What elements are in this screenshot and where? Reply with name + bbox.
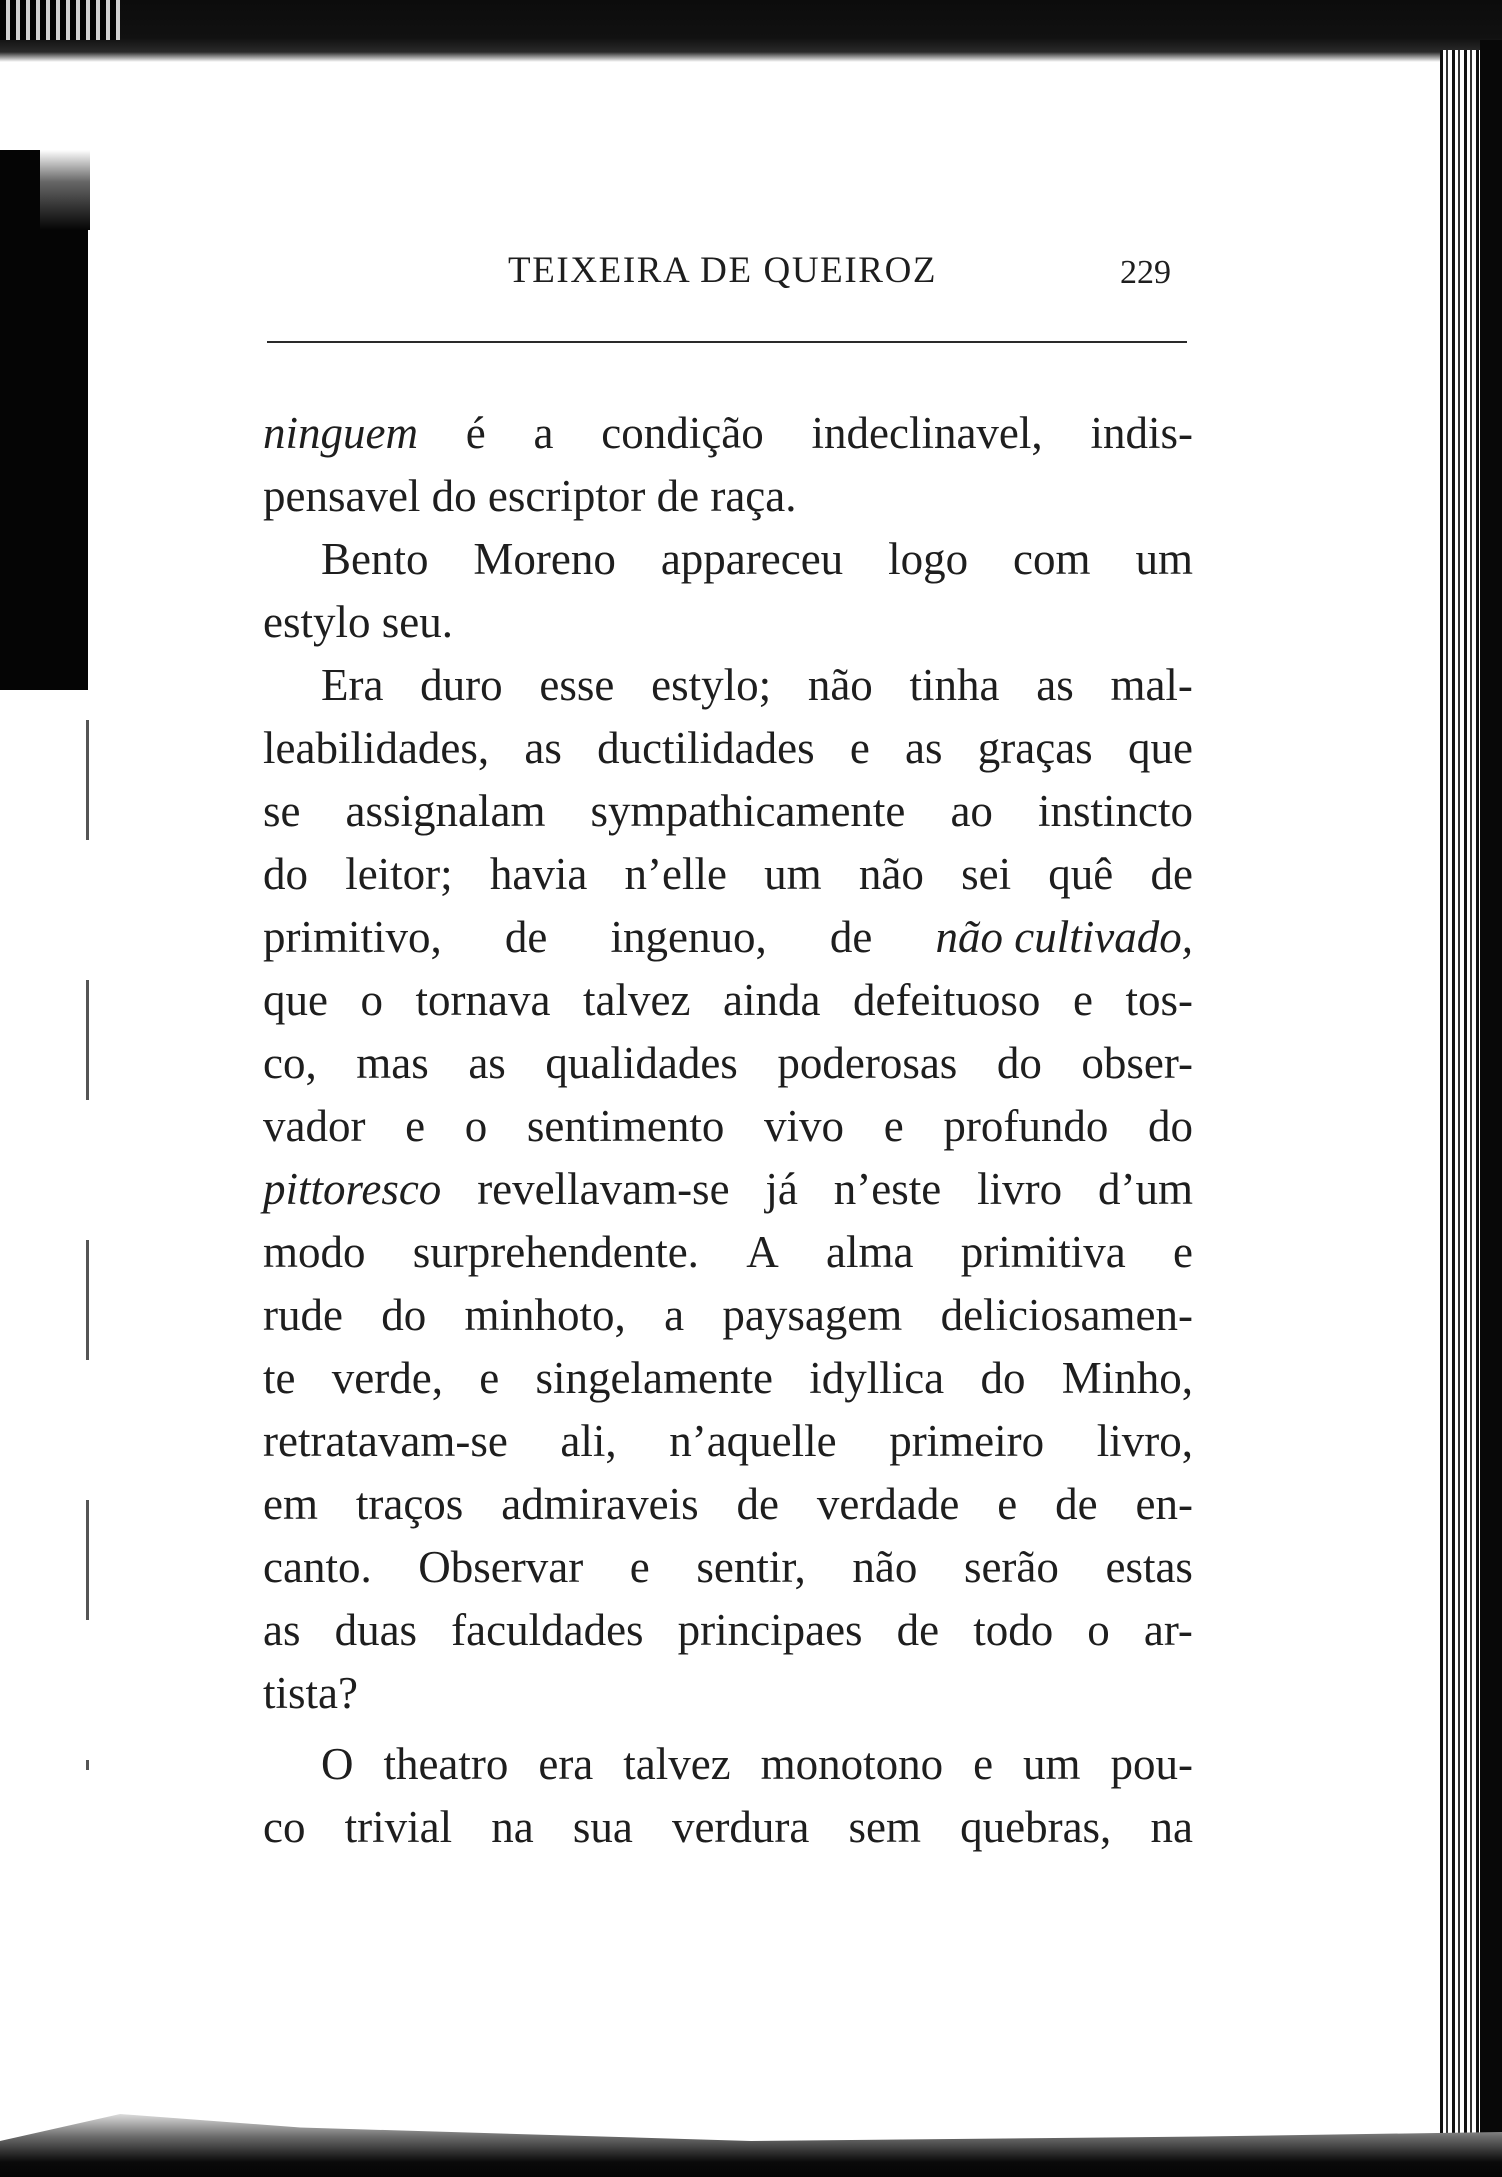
text-line [263,1410,1193,1473]
word: verdura [671,1802,810,1852]
word: d’um [1097,1164,1193,1214]
word: profundo [943,1101,1109,1151]
word: sua [572,1802,633,1852]
italic-word: não cultivado, [935,912,1193,962]
word: se [263,786,301,836]
word: talvez [583,975,691,1025]
word: a [533,408,554,458]
text-line [263,1599,1193,1662]
word: leabilidades, [263,723,490,773]
word: indis- [1090,408,1193,458]
text-line [263,717,1193,780]
word: admiraveis [501,1479,699,1529]
word: sem [848,1802,921,1852]
word: canto. [263,1542,372,1592]
word: Era [321,660,384,710]
word: Minho, [1061,1353,1193,1403]
word: estylo; [651,660,772,710]
text-line [263,402,1193,465]
word: as [905,723,943,773]
word: co [263,1802,306,1852]
word: revellavam-se [477,1164,730,1214]
word: vador [263,1101,366,1151]
word: livro [977,1164,1063,1214]
word: qualidades [545,1038,738,1088]
header-rule [267,341,1187,343]
word: ali, [560,1416,617,1466]
body-text [263,402,1193,1859]
text-line [263,1095,1193,1158]
word: A [746,1227,779,1277]
word: indeclinavel, [811,408,1043,458]
word: appareceu [660,534,844,584]
word: paysagem [722,1290,903,1340]
word: mal- [1110,660,1193,710]
word: idyllica [809,1353,945,1403]
word: primeiro [889,1416,1045,1466]
word: mas [356,1038,429,1088]
word: assignalam [345,786,546,836]
word: e [1072,975,1093,1025]
word: e [405,1101,426,1151]
paragraph-gap [263,1725,1193,1733]
word: quê [1048,849,1114,899]
word: não [858,849,924,899]
page-number: 229 [1120,254,1171,291]
text-line [263,1221,1193,1284]
scan-left-margin-marks [86,720,89,1770]
word: o [1087,1605,1110,1655]
word: que [263,975,328,1025]
word: co, [263,1038,317,1088]
word: sympathicamente [590,786,906,836]
word: em [263,1479,318,1529]
word: do [263,849,308,899]
text-line [263,1473,1193,1536]
word: n’aquelle [669,1416,837,1466]
word: havia [489,849,588,899]
word: alma [826,1227,914,1277]
word: leitor; [345,849,453,899]
word: e [629,1542,650,1592]
scan-top-edge [0,0,1502,62]
word: livro, [1096,1416,1193,1466]
word: primitiva [960,1227,1126,1277]
word: serão [963,1542,1059,1592]
word: Observar [418,1542,584,1592]
word: sentimento [526,1101,725,1151]
word: do [381,1290,427,1340]
word: singelamente [535,1353,773,1403]
word: duro [420,660,503,710]
word: talvez [623,1739,731,1789]
word: retratavam-se [263,1416,508,1466]
word: um [1023,1739,1081,1789]
running-head [263,248,1193,298]
word: de [1150,849,1193,899]
word: defeituoso [852,975,1041,1025]
word: primitivo, [263,912,442,962]
italic-word: ninguem [263,408,418,458]
word: a [664,1290,685,1340]
word: e [849,723,870,773]
word: ingenuo, [610,912,767,962]
word: e [883,1101,904,1151]
word: quebras, [960,1802,1112,1852]
word: e [479,1353,500,1403]
text-line [263,1032,1193,1095]
word: verdade [816,1479,960,1529]
word: era [538,1739,594,1789]
word: esse [539,660,615,710]
word: pensavel do escriptor de raça. [263,471,797,521]
word: logo [888,534,969,584]
text-line [263,465,1193,528]
word: minhoto, [464,1290,626,1340]
word: na [1150,1802,1193,1852]
word: O [321,1739,354,1789]
italic-word: pittoresco [263,1164,442,1214]
word: duas [334,1605,418,1655]
word: e [1173,1227,1193,1277]
word: vivo [764,1101,845,1151]
word: rude [263,1290,343,1340]
text-line [263,1536,1193,1599]
word: de [736,1479,780,1529]
text-line [263,1796,1193,1859]
text-line [263,969,1193,1032]
word: estylo seu. [263,597,453,647]
word: Moreno [473,534,616,584]
word: as [468,1038,506,1088]
word: já [765,1164,798,1214]
word: pou- [1110,1739,1193,1789]
text-line [263,591,1193,654]
text-line [263,528,1193,591]
running-head-title: TEIXEIRA DE QUEIROZ [508,250,938,291]
word: sei [961,849,1012,899]
word: as [524,723,562,773]
text-line [263,1733,1193,1796]
word: modo [263,1227,366,1277]
word: en- [1135,1479,1193,1529]
word: todo [973,1605,1054,1655]
word: tos- [1125,975,1193,1025]
word: não [852,1542,918,1592]
word: as [1036,660,1074,710]
word: do [996,1038,1042,1088]
scan-left-shadow-fade [40,150,90,230]
word: e [973,1739,994,1789]
word: instincto [1037,786,1193,836]
word: de [504,912,548,962]
word: trivial [344,1802,453,1852]
word: de [829,912,873,962]
word: Bento [321,534,429,584]
word: poderosas [777,1038,958,1088]
word: sentir, [696,1542,806,1592]
word: na [491,1802,534,1852]
word: tornava [415,975,551,1025]
word: monotono [760,1739,944,1789]
text-line [263,1347,1193,1410]
word: as [263,1605,301,1655]
word: theatro [383,1739,509,1789]
word: n’elle [624,849,727,899]
word: traços [355,1479,464,1529]
text-line [263,1284,1193,1347]
word: um [1135,534,1193,584]
word: te [263,1353,296,1403]
text-line [263,1158,1193,1221]
word: o [464,1101,488,1151]
word: ainda [722,975,821,1025]
word: o [360,975,384,1025]
text-line [263,906,1193,969]
word: verde, [331,1353,443,1403]
word: deliciosamen- [940,1290,1193,1340]
word: estas [1105,1542,1193,1592]
scan-top-left-noise [0,0,120,40]
word: tista? [263,1668,358,1718]
word: surprehendente. [412,1227,699,1277]
word: um [764,849,822,899]
word: não [807,660,873,710]
word: com [1013,534,1091,584]
text-line [263,843,1193,906]
text-line [263,780,1193,843]
scan-bottom-edge [0,2087,1502,2177]
text-line [263,654,1193,717]
word: ductilidades [597,723,815,773]
text-line [263,1662,1193,1725]
word: do [1148,1101,1193,1151]
word: ar- [1143,1605,1193,1655]
word: e [997,1479,1018,1529]
word: de [1055,1479,1098,1529]
scan-right-shadow [1480,40,1502,2177]
word: ao [950,786,993,836]
word: faculdades [451,1605,644,1655]
word: principaes [677,1605,863,1655]
scan-left-shadow [0,150,88,690]
word: é [465,408,486,458]
word: que [1127,723,1193,773]
word: tinha [909,660,1000,710]
word: graças [977,723,1093,773]
word: de [896,1605,940,1655]
word: obser- [1081,1038,1193,1088]
word: condição [601,408,764,458]
word: do [980,1353,1026,1403]
word: n’este [833,1164,942,1214]
